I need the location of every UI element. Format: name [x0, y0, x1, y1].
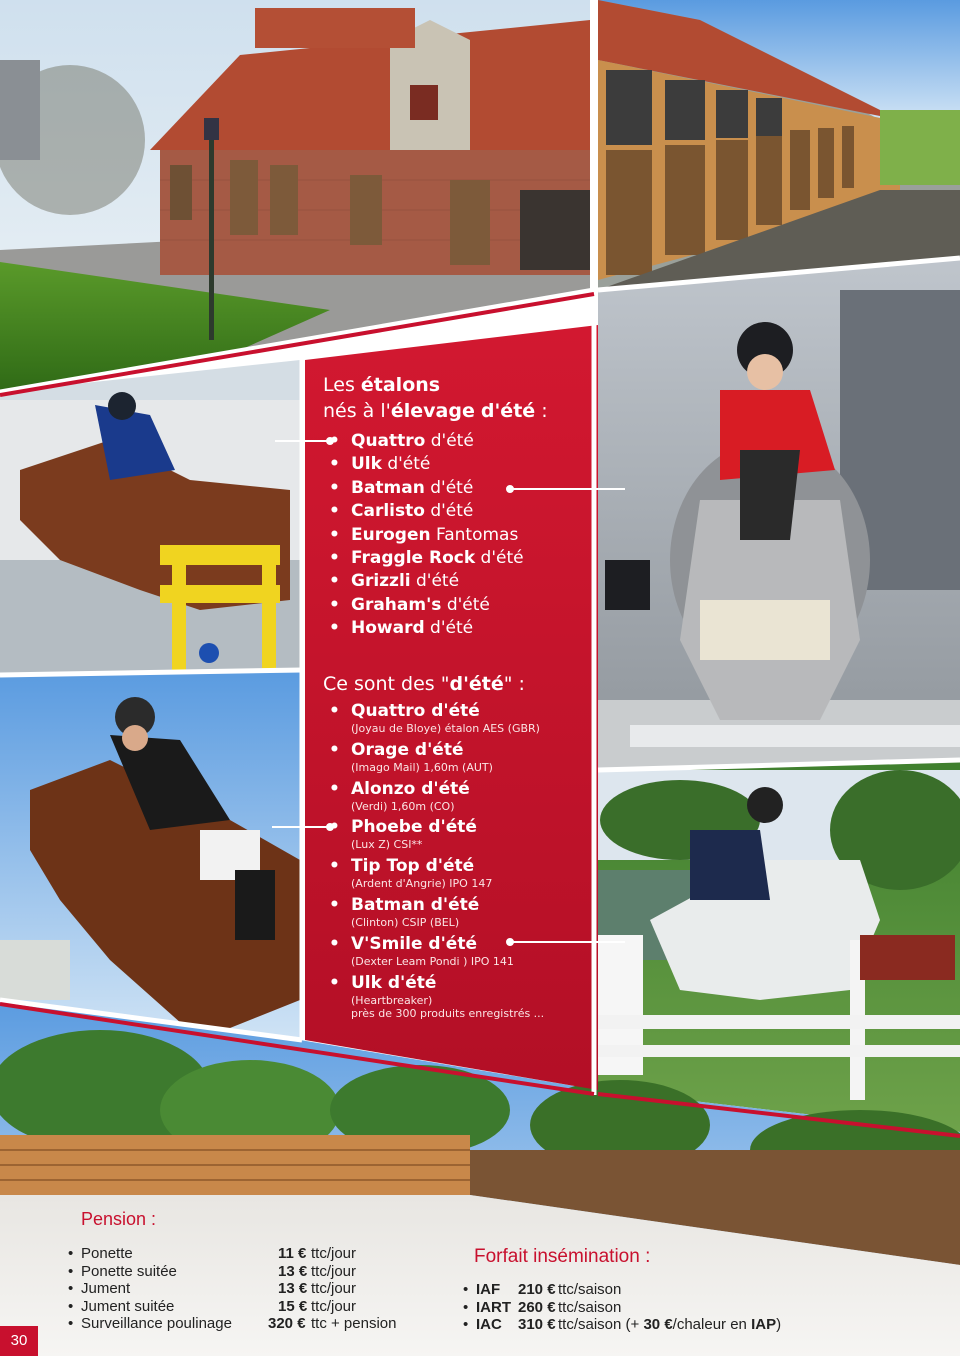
heading-bold: d'été	[449, 673, 504, 695]
horse-detail: (Joyau de Bloye) étalon AES (GBR)	[351, 722, 540, 735]
pension-label: Jument suitée	[81, 1297, 175, 1315]
dete-item	[325, 779, 540, 818]
horse-suffix: d'été	[425, 431, 474, 451]
horse-suffix: d'été	[424, 477, 474, 498]
horse-suffix: d'été	[424, 618, 474, 639]
forfait-price: 310 €	[518, 1316, 556, 1333]
forfait-unit: ttc/saison	[558, 1281, 622, 1298]
dete-footer: près de 300 produits enregistrés ...	[351, 1007, 545, 1020]
photo-rider-dark-jacket	[0, 670, 300, 1040]
heading-bold: d'été	[480, 400, 536, 422]
heading-bold: étalons	[360, 374, 441, 396]
etalons-heading-line2	[323, 398, 548, 424]
etalons-list	[325, 430, 524, 641]
bullet: •	[463, 1316, 469, 1333]
horse-name: • V'Smile d'été	[351, 933, 477, 954]
pension-price: 320 €	[268, 1315, 306, 1332]
horse-suffix: Fantomas	[430, 524, 519, 545]
pension-unit: ttc/jour	[311, 1262, 357, 1280]
horse-name: • Tip Top d'été	[351, 856, 475, 877]
dete-item	[325, 740, 540, 779]
horse-name: • Orage d'été	[351, 739, 464, 760]
horse-name: Carlisto	[351, 501, 425, 522]
horse-name: Eurogen	[351, 524, 431, 545]
horse-detail: (Ardent d'Angrie) IPO 147	[351, 877, 493, 891]
forfait-extra-bold: IAP	[751, 1316, 777, 1333]
bullet: •	[68, 1262, 74, 1280]
pension-unit: ttc + pension	[311, 1315, 397, 1332]
pension-price: 15 €	[278, 1297, 308, 1315]
pension-label: Ponette	[81, 1245, 133, 1262]
dete-item	[325, 895, 540, 934]
forfait-code: IAF	[476, 1281, 501, 1298]
forfait-code: IAC	[476, 1316, 502, 1333]
etalon-item	[325, 594, 524, 617]
forfait-price: 210 €	[518, 1281, 556, 1298]
etalon-item	[325, 617, 524, 640]
bullet: •	[463, 1298, 469, 1316]
photo-wooden-stalls	[598, 0, 960, 290]
photo-rider-red-jacket	[598, 258, 960, 770]
photo-stable-building	[0, 0, 590, 392]
pension-title: Pension :	[81, 1209, 157, 1229]
horse-name: Ulk	[351, 454, 382, 475]
horse-suffix: d'été	[410, 571, 460, 592]
horse-suffix: d'été	[381, 454, 431, 475]
bullet: •	[68, 1297, 74, 1315]
etalon-item	[325, 430, 524, 453]
horse-detail: (Heartbreaker)	[351, 993, 433, 1007]
dete-list	[325, 701, 540, 1011]
etalons-heading-line1	[323, 372, 548, 398]
photo-rider-grey-pony	[598, 760, 960, 1132]
pension-price: 11 €	[278, 1245, 307, 1262]
pension-price: 13 €	[278, 1262, 308, 1280]
bullet: •	[68, 1315, 74, 1332]
forfait-extra: )	[776, 1316, 782, 1333]
horse-name: • Alonzo d'été	[351, 778, 470, 799]
pension-label: Ponette suitée	[81, 1262, 177, 1280]
pension-label: Jument	[81, 1280, 131, 1297]
horse-detail: (Clinton) CSIP (BEL)	[351, 915, 460, 929]
horse-name: Howard	[351, 618, 425, 639]
horse-suffix: d'été	[441, 594, 490, 615]
forfait-extra-bold: 30 €	[643, 1316, 673, 1333]
horse-detail: (Imago Mail) 1,60m (AUT)	[351, 760, 493, 774]
photo-rider-blue-bay-horse	[0, 360, 300, 675]
pension-unit: ttc/jour	[311, 1297, 357, 1315]
etalon-item	[325, 453, 524, 476]
etalon-item	[325, 500, 524, 523]
horse-detail: (Lux Z) CSI**	[351, 838, 423, 852]
horse-detail: (Verdi) 1,60m (CO)	[351, 799, 455, 813]
etalon-item	[325, 570, 524, 593]
pension-unit: ttc/jour	[311, 1245, 357, 1262]
bullet: •	[68, 1280, 74, 1297]
horse-name: Grizzli	[351, 571, 411, 592]
horse-suffix: d'été	[424, 501, 474, 522]
etalons-heading	[323, 372, 548, 424]
heading-text: Ce sont des "	[323, 673, 450, 695]
forfait-code: IART	[476, 1298, 511, 1316]
pension-price: 13 €	[278, 1280, 308, 1297]
horse-detail: (Dexter Leam Pondi ) IPO 141	[351, 954, 514, 968]
horse-name: • Quattro d'été	[351, 701, 480, 721]
heading-text: :	[535, 400, 548, 422]
horse-name: Fraggle Rock	[351, 547, 476, 568]
forfait-unit: ttc/saison	[558, 1298, 622, 1316]
etalon-item	[325, 524, 524, 547]
horse-name: Quattro	[351, 431, 426, 451]
dete-item	[325, 701, 540, 740]
heading-text: nés à l'	[323, 400, 391, 422]
forfait-title: Forfait insémination :	[474, 1246, 651, 1267]
horse-name: • Phoebe d'été	[351, 817, 477, 838]
horse-name: Graham's	[351, 594, 442, 615]
bullet: •	[68, 1245, 74, 1262]
pension-label: Surveillance poulinage	[81, 1315, 232, 1332]
forfait-price: 260 €	[518, 1298, 556, 1316]
horse-name: • Ulk d'été	[351, 972, 437, 993]
forfait-extra: (+	[621, 1316, 644, 1333]
page-number: 30	[0, 1326, 38, 1356]
forfait-unit-extra	[558, 1316, 781, 1333]
bullet: •	[463, 1281, 469, 1298]
dete-item	[325, 934, 540, 973]
horse-suffix: d'été	[475, 547, 524, 568]
dete-item	[325, 973, 540, 1012]
etalon-item	[325, 547, 524, 570]
heading-bold: élevage	[390, 400, 475, 422]
dete-heading	[323, 671, 525, 697]
dete-item	[325, 856, 540, 895]
forfait-extra: /chaleur en	[672, 1316, 752, 1333]
pension-unit: ttc/jour	[311, 1280, 357, 1297]
dete-item	[325, 817, 540, 856]
heading-text: " :	[503, 673, 525, 695]
horse-name: • Batman d'été	[351, 894, 480, 915]
horse-name: Batman	[351, 477, 425, 498]
forfait-unit: ttc/saison	[558, 1316, 622, 1333]
heading-text: Les	[323, 374, 361, 396]
etalon-item	[325, 477, 524, 500]
